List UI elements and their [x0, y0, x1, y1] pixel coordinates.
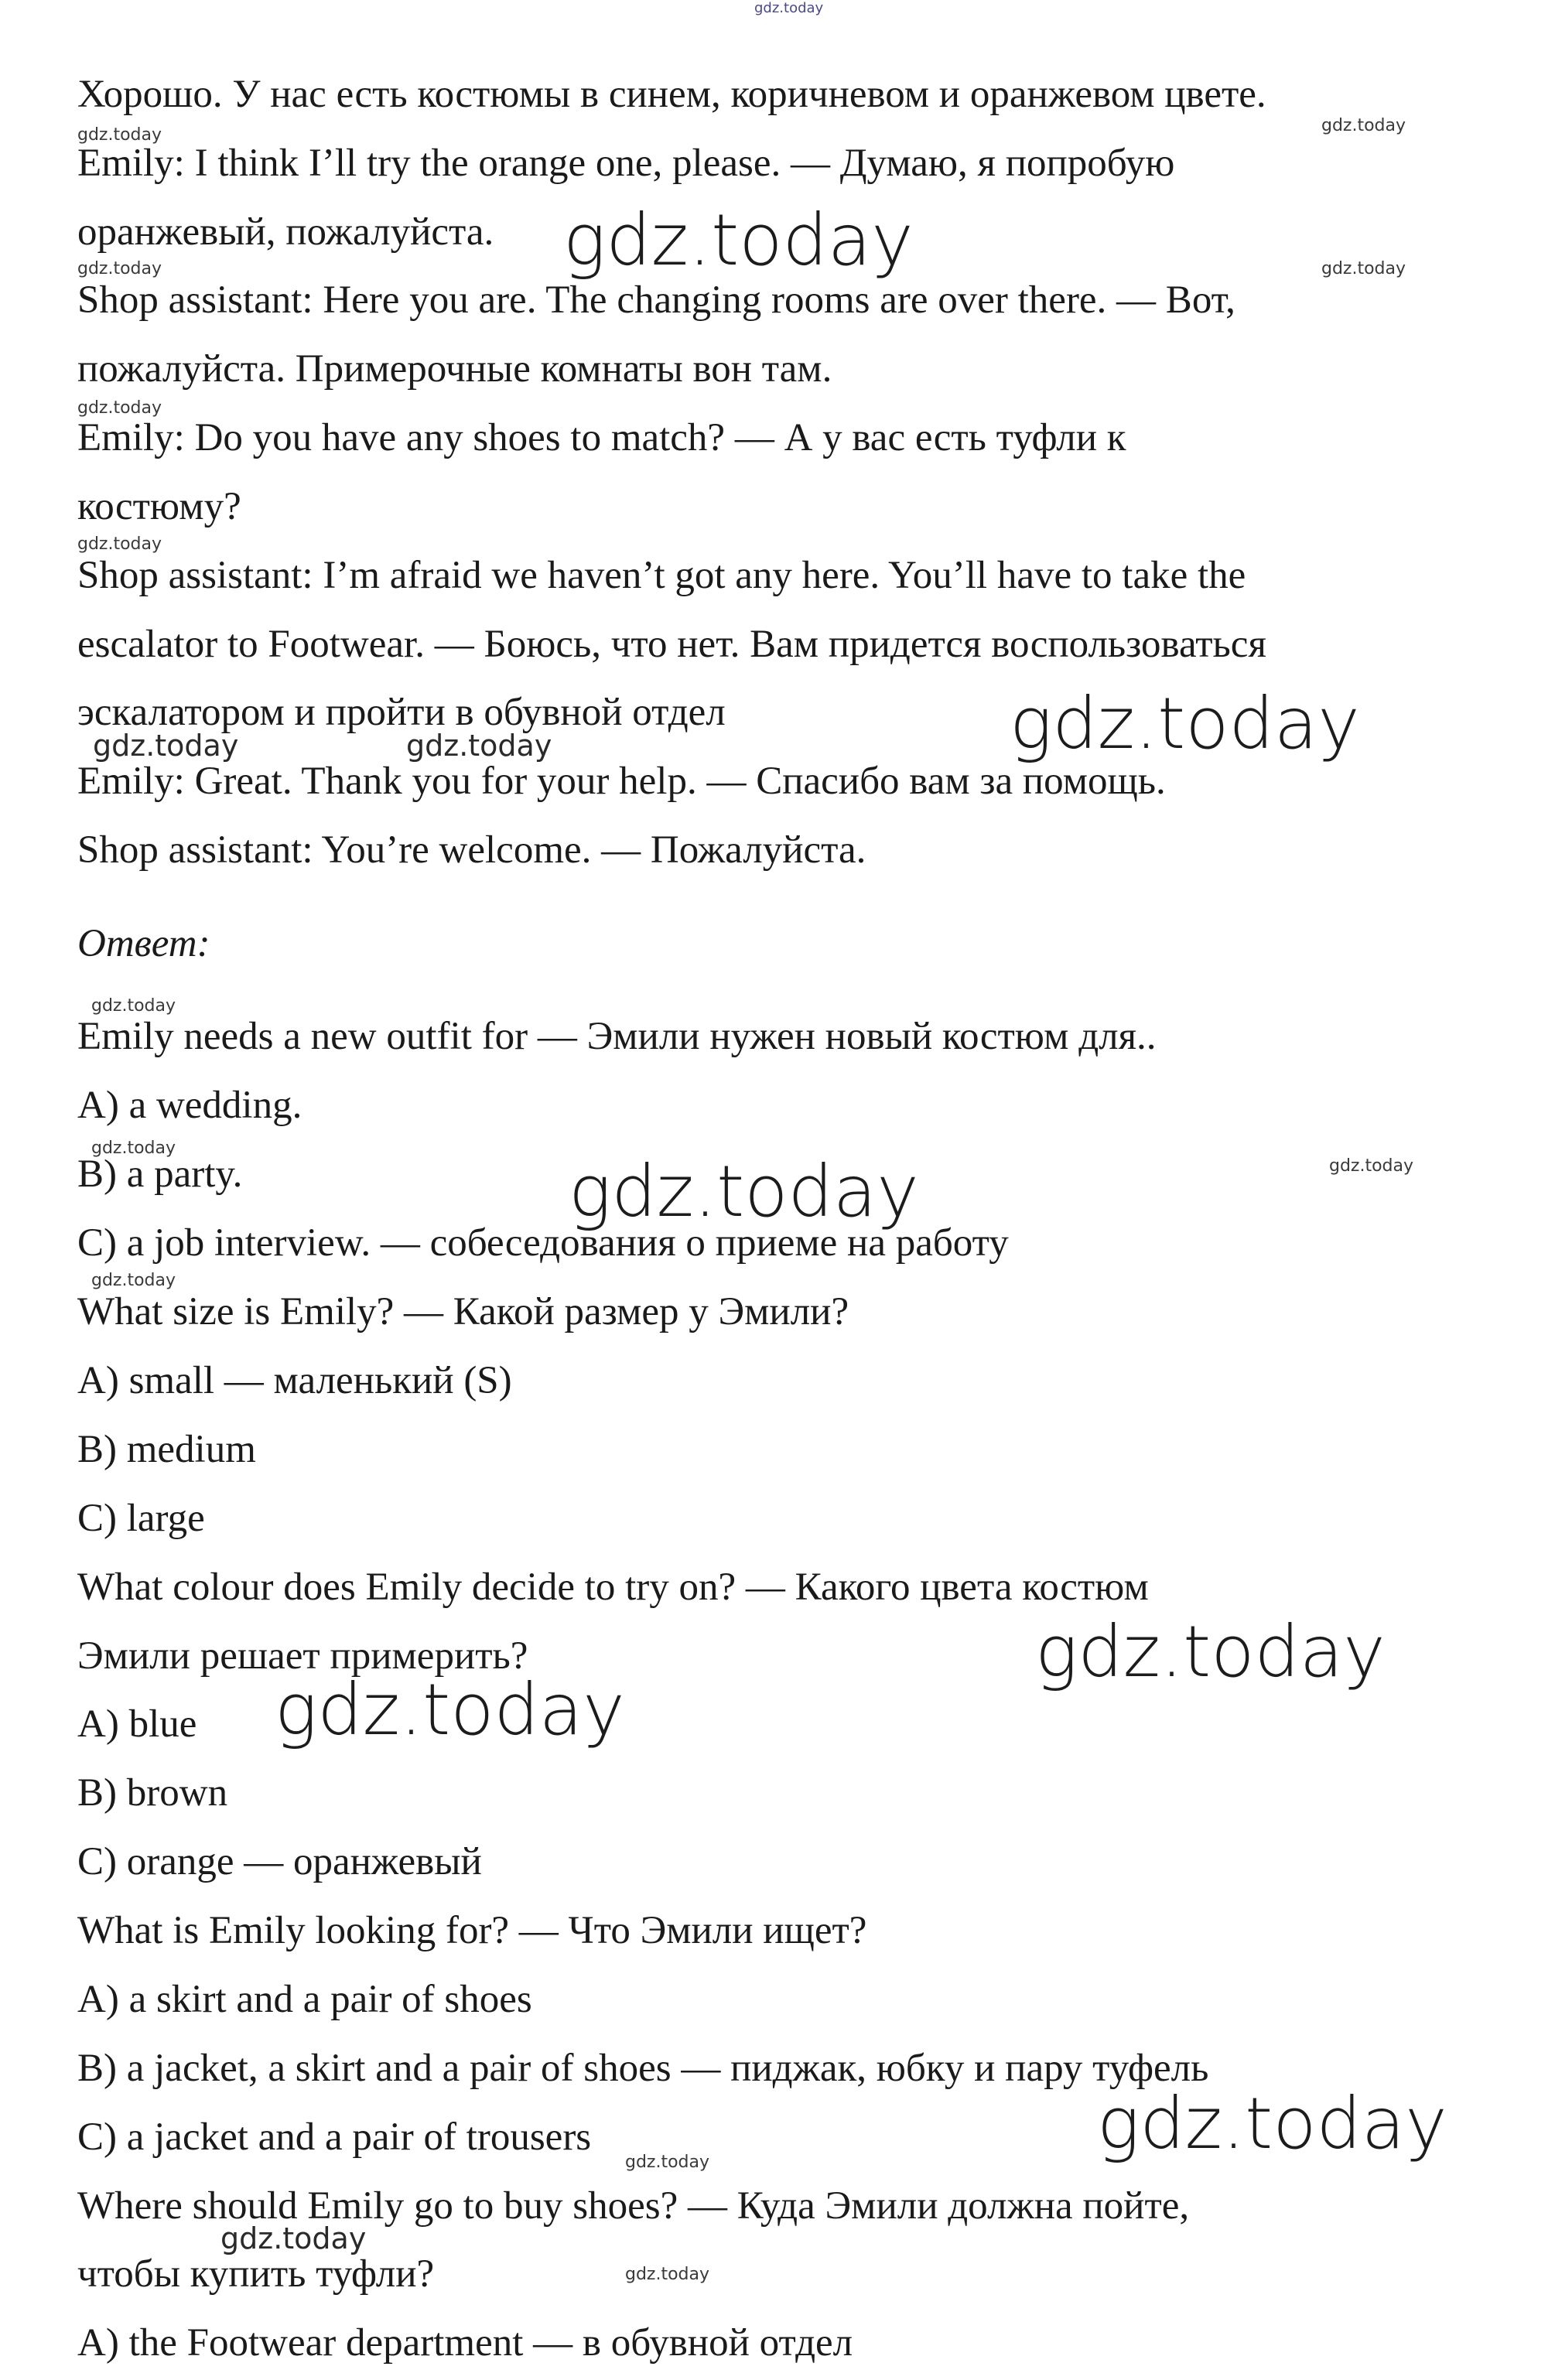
- text-line: эскалатором и пройти в обувной отдел: [77, 691, 726, 734]
- answer-option: B) brown: [77, 1771, 228, 1815]
- watermark-small: gdz.today: [77, 534, 162, 554]
- answer-option: A) a wedding.: [77, 1084, 302, 1127]
- answer-option: A) small — маленький (S): [77, 1359, 512, 1402]
- watermark-small: gdz.today: [1321, 259, 1406, 278]
- text-line: Emily: Great. Thank you for your help. — Спасибо вам за помощь.: [77, 760, 1166, 803]
- watermark-large: gdz.today: [275, 1668, 625, 1751]
- question-text: чтобы купить туфли?: [77, 2252, 435, 2296]
- answer-option: C) large: [77, 1497, 205, 1540]
- watermark-small: gdz.today: [1329, 1156, 1414, 1176]
- text-line: Shop assistant: I’m afraid we haven’t got any here. You’ll have to take the: [77, 554, 1246, 597]
- watermark-small: gdz.today: [77, 398, 162, 418]
- watermark-medium: gdz.today: [406, 729, 552, 763]
- answer-option: B) a party.: [77, 1152, 243, 1196]
- answer-option: B) a jacket, a skirt and a pair of shoes — пиджак, юбку и пару туфель: [77, 2047, 1209, 2090]
- text-line: Shop assistant: You’re welcome. — Пожалуйста.: [77, 828, 866, 872]
- question-text: Where should Emily go to buy shoes? — Куда Эмили должна пойте,: [77, 2184, 1190, 2228]
- question-text: Эмили решает примерить?: [77, 1634, 528, 1678]
- answer-option: A) a skirt and a pair of shoes: [77, 1978, 532, 2021]
- answer-option: C) a jacket and a pair of trousers: [77, 2115, 592, 2159]
- watermark-medium: gdz.today: [93, 729, 239, 763]
- text-line: escalator to Footwear. — Боюсь, что нет. Вам придется воспользоваться: [77, 623, 1266, 666]
- watermark-large: gdz.today: [1097, 2082, 1447, 2165]
- watermark-large: gdz.today: [1035, 1610, 1386, 1693]
- text-line: оранжевый, пожалуйста.: [77, 210, 494, 254]
- watermark-large: gdz.today: [569, 1150, 919, 1233]
- watermark-medium: gdz.today: [220, 2221, 367, 2255]
- text-line: костюму?: [77, 485, 241, 528]
- text-line: пожалуйста. Примерочные комнаты вон там.: [77, 347, 832, 391]
- text-line: Shop assistant: Here you are. The changing rooms are over there. — Вот,: [77, 278, 1235, 322]
- answer-option: C) orange — оранжевый: [77, 1840, 482, 1883]
- watermark-small: gdz.today: [625, 2265, 710, 2284]
- answer-option: A) blue: [77, 1702, 197, 1746]
- answer-heading: Ответ:: [77, 922, 210, 965]
- answer-option: B) medium: [77, 1428, 256, 1471]
- text-line: Emily: I think I’ll try the orange one, please. — Думаю, я попробую: [77, 142, 1175, 185]
- text-line: Хорошо. У нас есть костюмы в синем, коричневом и оранжевом цвете.: [77, 73, 1266, 116]
- question-text: Emily needs a new outfit for — Эмили нужен новый костюм для..: [77, 1015, 1157, 1058]
- watermark-small: gdz.today: [625, 2153, 710, 2172]
- question-text: What is Emily looking for? — Что Эмили ищет?: [77, 1909, 867, 1952]
- watermark-small: gdz.today: [91, 996, 176, 1016]
- question-text: What size is Emily? — Какой размер у Эмили?: [77, 1290, 849, 1333]
- watermark-small: gdz.today: [1321, 116, 1406, 135]
- watermark-small: gdz.today: [91, 1271, 176, 1290]
- question-text: What colour does Emily decide to try on? — Какого цвета костюм: [77, 1566, 1149, 1609]
- watermark-small: gdz.today: [77, 125, 162, 145]
- watermark-large: gdz.today: [1010, 682, 1360, 765]
- watermark-top: gdz.today: [754, 0, 824, 16]
- answer-option: A) the Footwear department — в обувной отдел: [77, 2321, 853, 2365]
- watermark-small: gdz.today: [77, 259, 162, 278]
- watermark-small: gdz.today: [91, 1139, 176, 1158]
- watermark-large: gdz.today: [563, 199, 914, 282]
- answer-option: C) a job interview. — собеседования о приеме на работу: [77, 1221, 1009, 1265]
- text-line: Emily: Do you have any shoes to match? — А у вас есть туфли к: [77, 416, 1126, 459]
